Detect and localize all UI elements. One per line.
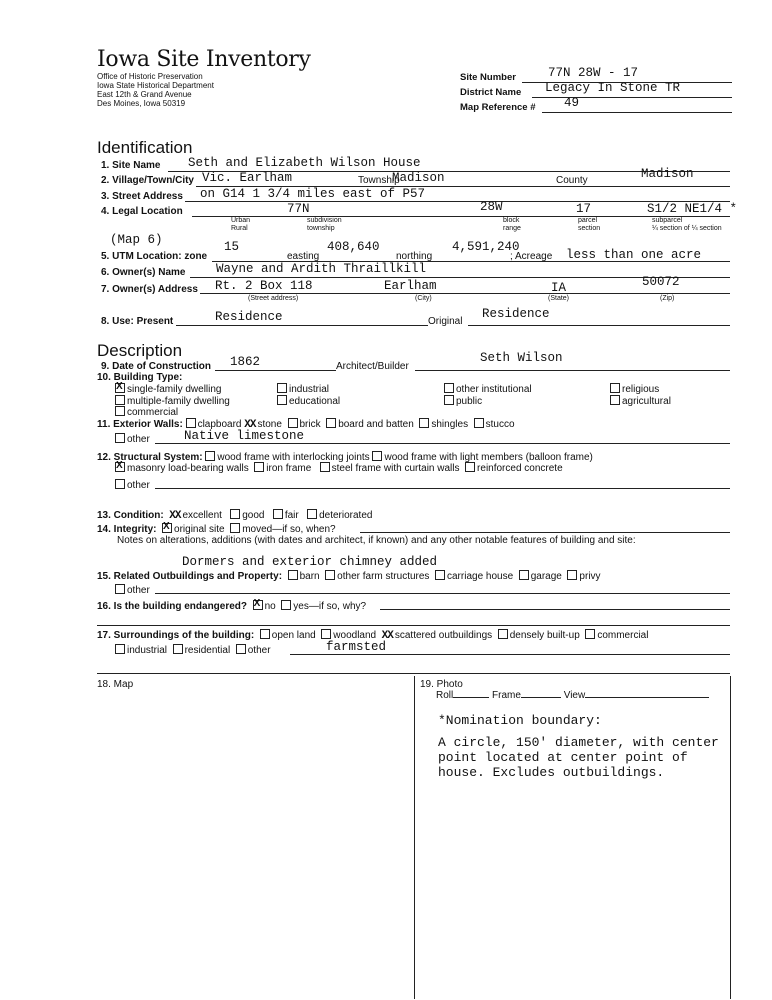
boundary-line-2: point located at center point of xyxy=(438,750,688,765)
checkbox[interactable] xyxy=(115,479,125,489)
boundary-title: *Nomination boundary: xyxy=(438,713,602,728)
site-number-value[interactable]: 77N 28W - 17 xyxy=(548,66,639,80)
boundary-line-3: house. Excludes outbuildings. xyxy=(438,765,665,780)
w-stone-label: stone xyxy=(257,419,282,430)
structural-row-2 xyxy=(115,462,563,474)
checkbox[interactable] xyxy=(465,462,475,472)
boundary-line-1: A circle, 150' diameter, with center xyxy=(438,735,719,750)
checkbox[interactable] xyxy=(260,629,270,639)
acreage-label: ; Acreage xyxy=(510,251,553,262)
northing-value[interactable]: 4,591,240 xyxy=(452,240,520,254)
org-line-1: Office of Historic Preservation xyxy=(97,72,203,81)
bt-other-institutional[interactable] xyxy=(444,383,532,395)
map-label: 18. Map xyxy=(97,679,134,690)
col-township: township xyxy=(307,225,335,232)
bt-industrial-label: industrial xyxy=(289,384,330,395)
checkbox[interactable] xyxy=(435,570,445,580)
w-clapboard-label: clapboard xyxy=(197,419,242,430)
o-other-label: other xyxy=(127,585,150,596)
col-parcel: parcel xyxy=(578,217,598,224)
map-reference-label: Map Reference # xyxy=(460,102,536,113)
map-note: (Map 6) xyxy=(110,233,163,247)
owner-street-value[interactable]: Rt. 2 Box 118 xyxy=(215,279,313,293)
bt-religious-label: religious xyxy=(622,384,660,395)
checkbox[interactable] xyxy=(236,644,246,654)
checkbox[interactable] xyxy=(444,383,454,393)
description-heading: Description xyxy=(97,341,183,360)
bt-public[interactable] xyxy=(444,395,482,407)
bt-agricultural-label: agricultural xyxy=(622,396,671,407)
legal-rural-label: Rural xyxy=(231,225,248,232)
sur-other-label: other xyxy=(247,645,271,656)
i-moved-label: moved—if so, when? xyxy=(242,524,336,535)
owner-city-value[interactable]: Earlham xyxy=(384,279,437,293)
bt-multi-label: multiple-family dwelling xyxy=(127,396,230,407)
owner-address-label: 7. Owner(s) Address xyxy=(101,284,198,295)
checkbox[interactable] xyxy=(173,644,183,654)
checkbox[interactable] xyxy=(254,462,264,472)
owner-name-value[interactable]: Wayne and Ardith Thraillkill xyxy=(216,262,427,276)
o-garage-label: garage xyxy=(530,571,562,582)
w-stucco-label: stucco xyxy=(485,419,515,430)
frame-label: Frame xyxy=(492,690,521,701)
w-other-label: other xyxy=(127,434,150,445)
site-name-label: 1. Site Name xyxy=(101,160,161,171)
org-line-4: Des Moines, Iowa 50319 xyxy=(97,99,186,108)
checkbox[interactable] xyxy=(585,629,595,639)
checkbox[interactable] xyxy=(321,629,331,639)
sur-scattered-label: scattered outbuildings xyxy=(394,630,493,641)
structural-label: 12. Structural System: xyxy=(97,452,203,463)
use-present-value[interactable]: Residence xyxy=(215,310,283,324)
street-value[interactable]: on G14 1 3/4 miles east of P57 xyxy=(200,187,426,201)
bt-religious[interactable] xyxy=(610,383,659,395)
use-original-label: Original xyxy=(428,316,463,327)
checkbox-checked[interactable] xyxy=(115,383,125,393)
sur-residential-label: residential xyxy=(184,645,231,656)
village-label: 2. Village/Town/City xyxy=(101,175,194,186)
s-masonry-label: masonry load-bearing walls xyxy=(127,463,249,474)
checkbox[interactable] xyxy=(205,451,215,461)
utm-zone-value[interactable]: 15 xyxy=(224,240,240,254)
col-street-address: (Street address) xyxy=(248,295,299,302)
c-excellent-label: excellent xyxy=(182,510,222,521)
w-shingles-label: shingles xyxy=(431,419,469,430)
i-original-label: original site xyxy=(174,524,225,535)
checkbox[interactable] xyxy=(115,433,125,443)
county-value[interactable]: Madison xyxy=(641,167,694,181)
checkbox[interactable] xyxy=(115,584,125,594)
easting-label: easting xyxy=(287,251,320,262)
notes-value[interactable]: Dormers and exterior chimney added xyxy=(182,555,438,569)
legal-range-value[interactable]: 28W xyxy=(480,200,503,214)
site-name-value[interactable]: Seth and Elizabeth Wilson House xyxy=(188,156,421,170)
checkbox[interactable] xyxy=(277,383,287,393)
c-excellent-mark[interactable]: XX xyxy=(169,510,181,522)
legal-location-label: 4. Legal Location xyxy=(101,206,183,217)
date-construction-label: 9. Date of Construction xyxy=(101,361,212,372)
col-city: (City) xyxy=(415,295,432,302)
legal-township-value[interactable]: 77N xyxy=(287,202,310,216)
map-reference-value[interactable]: 49 xyxy=(564,96,580,110)
surroundings-label: 17. Surroundings of the building: xyxy=(97,630,255,641)
col-range: range xyxy=(503,225,521,232)
roll-label: Roll xyxy=(436,690,454,701)
checkbox[interactable] xyxy=(326,418,336,428)
exterior-walls-label: 11. Exterior Walls: xyxy=(97,419,183,430)
s-wood-interlock-label: wood frame with interlocking joints xyxy=(217,452,370,463)
org-line-3: East 12th & Grand Avenue xyxy=(97,90,192,99)
checkbox[interactable] xyxy=(288,570,298,580)
checkbox[interactable] xyxy=(610,395,620,405)
checkbox[interactable] xyxy=(273,509,283,519)
outbuildings-label: 15. Related Outbuildings and Property: xyxy=(97,571,283,582)
e-no-label: no xyxy=(264,601,276,612)
legal-subparcel-value[interactable]: S1/2 NE1/4 * xyxy=(647,202,738,216)
checkbox-checked[interactable] xyxy=(253,600,263,610)
street-label: 3. Street Address xyxy=(101,191,183,202)
architect-value[interactable]: Seth Wilson xyxy=(480,351,563,365)
bt-educational-label: educational xyxy=(289,396,341,407)
sur-dense-label: densely built-up xyxy=(509,630,580,641)
owner-zip-value[interactable]: 50072 xyxy=(642,275,680,289)
integrity-row xyxy=(97,523,336,535)
endangered-row xyxy=(97,600,366,612)
district-name-value[interactable]: Legacy In Stone TR xyxy=(545,81,681,95)
c-good-label: good xyxy=(242,510,265,521)
s-steel-label: steel frame with curtain walls xyxy=(331,463,460,474)
w-board-label: board and batten xyxy=(338,419,414,430)
view-label: View xyxy=(563,690,586,701)
bt-other-institutional-label: other institutional xyxy=(456,384,532,395)
township-value[interactable]: Madison xyxy=(392,171,445,185)
col-state: (State) xyxy=(548,295,570,302)
sur-scattered-mark[interactable]: XX xyxy=(381,630,393,642)
checkbox[interactable] xyxy=(230,523,240,533)
use-original-value[interactable]: Residence xyxy=(482,307,550,321)
checkbox[interactable] xyxy=(610,383,620,393)
surroundings-row-2 xyxy=(115,644,271,656)
county-label: County xyxy=(556,175,588,186)
checkbox[interactable] xyxy=(419,418,429,428)
map-box xyxy=(96,676,415,999)
bt-industrial[interactable] xyxy=(277,383,329,395)
col-subparcel: subparcel xyxy=(652,217,683,224)
checkbox[interactable] xyxy=(186,418,196,428)
exterior-walls-row xyxy=(97,418,515,431)
o-barn-label: barn xyxy=(299,571,320,582)
identification-heading: Identification xyxy=(97,138,193,157)
form-title: Iowa Site Inventory xyxy=(97,47,311,72)
w-other[interactable] xyxy=(115,433,150,445)
sur-wood-label: woodland xyxy=(333,630,377,641)
owner-state-value[interactable]: IA xyxy=(551,281,567,295)
checkbox[interactable] xyxy=(498,629,508,639)
col-quarter-section: ¼ section of ¼ section xyxy=(652,225,722,232)
s-other-label: other xyxy=(127,480,150,491)
easting-value[interactable]: 408,640 xyxy=(327,240,380,254)
sur-industrial-label: industrial xyxy=(127,645,168,656)
c-deteriorated-label: deteriorated xyxy=(319,510,373,521)
checkbox[interactable] xyxy=(567,570,577,580)
acreage-value[interactable]: less than one acre xyxy=(566,248,702,262)
notes-label: Notes on alterations, additions (with dates and architect, if known) and any other notable features of building and site: xyxy=(117,535,636,546)
bt-agricultural[interactable] xyxy=(610,395,671,407)
legal-urban-label: Urban xyxy=(231,217,251,224)
checkbox[interactable] xyxy=(288,418,298,428)
o-farm-label: other farm structures xyxy=(337,571,430,582)
col-section: section xyxy=(578,225,601,232)
bt-commercial-label: commercial xyxy=(127,407,179,418)
date-construction-value[interactable]: 1862 xyxy=(230,355,261,369)
use-present-label: 8. Use: Present xyxy=(101,316,174,327)
o-other[interactable] xyxy=(115,584,150,596)
w-brick-label: brick xyxy=(299,419,321,430)
o-privy-label: privy xyxy=(579,571,601,582)
checkbox[interactable] xyxy=(115,395,125,405)
checkbox[interactable] xyxy=(320,462,330,472)
checkbox[interactable] xyxy=(519,570,529,580)
s-other[interactable] xyxy=(115,479,150,491)
architect-label: Architect/Builder xyxy=(336,361,409,372)
northing-label: northing xyxy=(396,251,433,262)
col-subdivision: subdivision xyxy=(307,217,342,224)
checkbox[interactable] xyxy=(115,406,125,416)
legal-section-value[interactable]: 17 xyxy=(576,202,592,216)
utm-label: 5. UTM Location: zone xyxy=(101,251,208,262)
building-type-label: 10. Building Type: xyxy=(97,372,183,383)
org-line-2: Iowa State Historical Department xyxy=(97,81,214,90)
checkbox-checked[interactable] xyxy=(115,462,125,472)
s-concrete-label: reinforced concrete xyxy=(477,463,563,474)
integrity-label: 14. Integrity: xyxy=(97,524,157,535)
checkbox[interactable] xyxy=(444,395,454,405)
bt-educational[interactable] xyxy=(277,395,340,407)
checkbox[interactable] xyxy=(230,509,240,519)
checkbox-checked[interactable] xyxy=(162,523,172,533)
w-stone-mark[interactable]: XX xyxy=(244,419,256,431)
sur-other-value[interactable]: farmsted xyxy=(326,640,387,654)
checkbox[interactable] xyxy=(325,570,335,580)
endangered-label: 16. Is the building endangered? xyxy=(97,601,248,612)
col-block: block xyxy=(503,217,520,224)
w-other-value[interactable]: Native limestone xyxy=(184,429,305,443)
condition-label: 13. Condition: xyxy=(97,510,164,521)
photo-label: 19. Photo xyxy=(420,679,463,690)
checkbox[interactable] xyxy=(307,509,317,519)
condition-row xyxy=(97,509,372,522)
bt-single[interactable] xyxy=(115,383,221,395)
checkbox[interactable] xyxy=(115,644,125,654)
c-fair-label: fair xyxy=(284,510,299,521)
s-wood-light-label: wood frame with light members (balloon frame) xyxy=(384,452,593,463)
col-zip: (Zip) xyxy=(660,295,675,302)
outbuildings-row xyxy=(97,570,601,582)
district-name-label: District Name xyxy=(460,87,522,98)
s-iron-label: iron frame xyxy=(266,463,312,474)
o-carriage-label: carriage house xyxy=(447,571,514,582)
checkbox[interactable] xyxy=(474,418,484,428)
checkbox[interactable] xyxy=(277,395,287,405)
e-yes-label: yes—if so, why? xyxy=(293,601,367,612)
checkbox[interactable] xyxy=(372,451,382,461)
sur-commercial-label: commercial xyxy=(597,630,649,641)
village-value[interactable]: Vic. Earlham xyxy=(202,171,293,185)
site-number-label: Site Number xyxy=(460,72,516,83)
owner-name-label: 6. Owner(s) Name xyxy=(101,267,186,278)
checkbox[interactable] xyxy=(281,600,291,610)
bt-single-label: single-family dwelling xyxy=(127,384,222,395)
sur-open-label: open land xyxy=(271,630,316,641)
township-label: Township xyxy=(358,175,400,186)
photo-roll-row xyxy=(436,690,709,701)
bt-public-label: public xyxy=(456,396,483,407)
bt-commercial[interactable] xyxy=(115,406,178,418)
